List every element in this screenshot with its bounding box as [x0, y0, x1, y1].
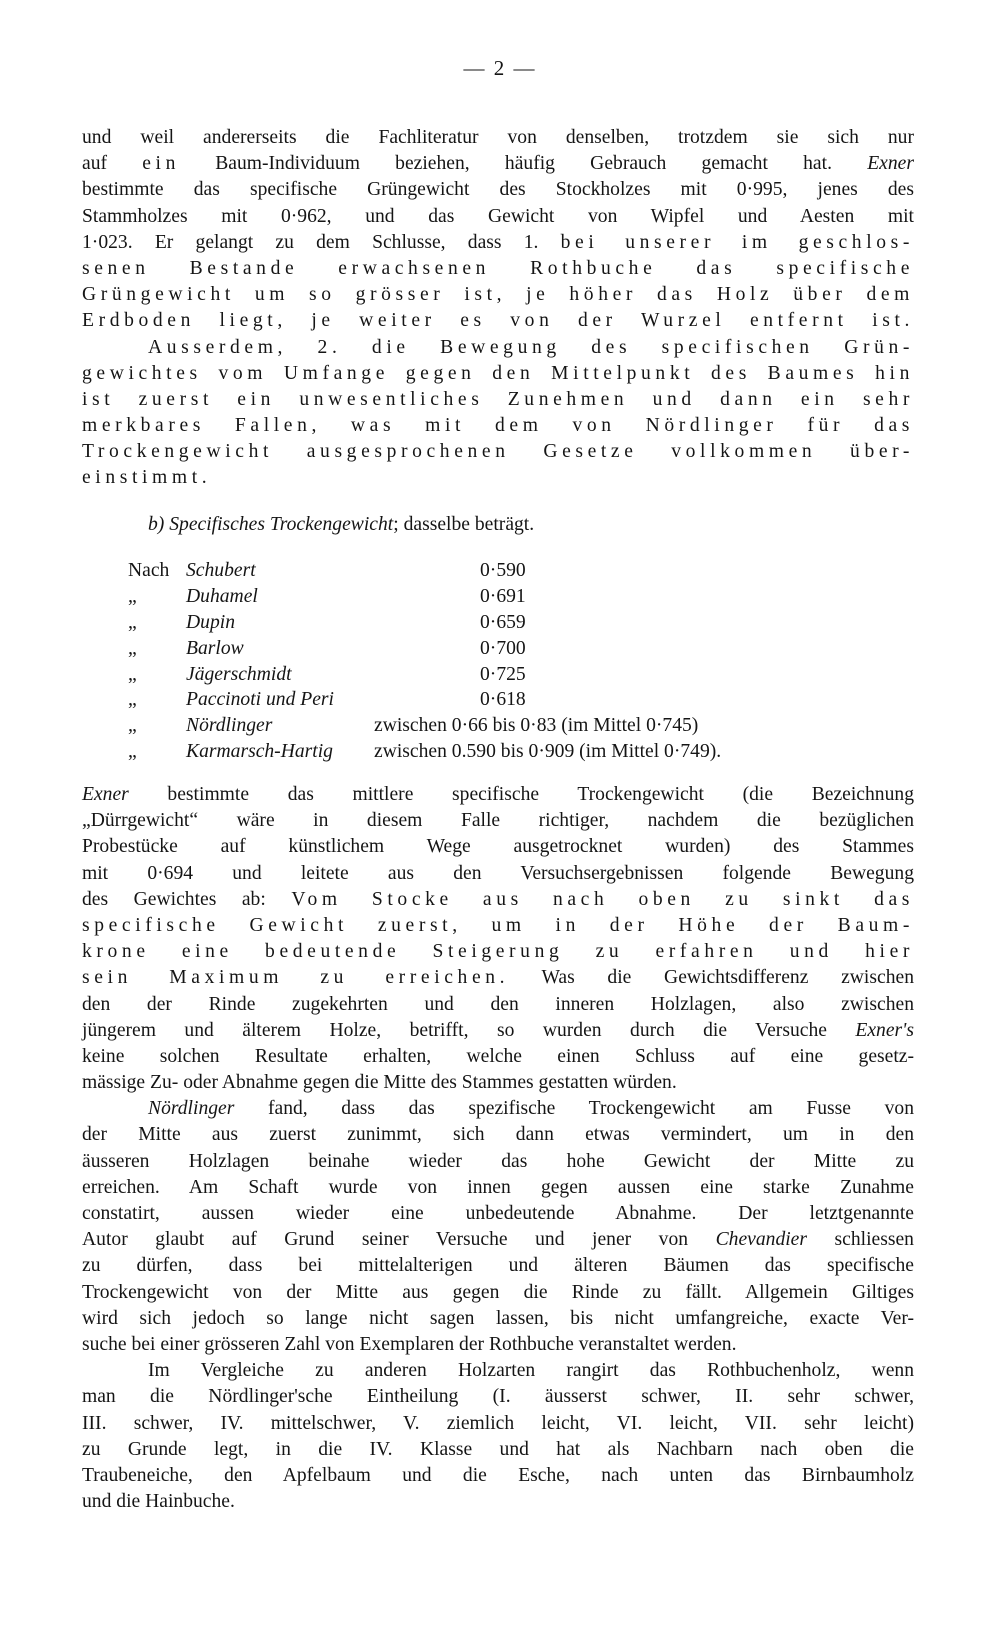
weight-row	[128, 689, 888, 715]
text-line: zu Grunde legt, in die IV. Klasse und hat als Nachbarn nach oben die	[82, 1438, 914, 1460]
text-line: der Mitte aus zuerst zunimmt, sich dann etwas vermindert, um in den	[82, 1124, 914, 1146]
text-line: Stammholzes mit 0·962, und das Gewicht von Wipfel und Aesten mit	[82, 205, 914, 227]
weight-author: Paccinoti und Peri	[186, 689, 335, 711]
weight-range: zwischen 0.590 bis 0·909 (im Mittel 0·749).	[374, 741, 722, 763]
text-line: mässige Zu- oder Abnahme gegen die Mitte des Stammes gestatten würden.	[82, 1072, 677, 1094]
weight-prefix: Nach	[128, 560, 170, 581]
weight-value: 0·590	[480, 560, 526, 581]
weight-prefix: „	[128, 585, 137, 607]
weight-prefix: „	[128, 741, 137, 763]
text-line: erreichen. Am Schaft wurde von innen gegen aussen eine starke Zunahme	[82, 1176, 914, 1198]
text-line	[82, 151, 914, 177]
text-line: Probestücke auf künstlichem Wege ausgetrocknet wurden) des Stammes	[82, 836, 914, 858]
section-letter: b)	[148, 514, 165, 535]
text-line: Erdboden liegt, je weiter es von der Wurzel entfernt ist.	[82, 310, 914, 332]
text-line: suche bei einer grösseren Zahl von Exemplaren der Rothbuche veranstaltet werden.	[82, 1333, 737, 1355]
weight-prefix: „	[128, 663, 137, 685]
text-segment: auf	[82, 153, 143, 175]
text-segment: Exner's	[855, 1019, 914, 1041]
weight-prefix: „	[128, 715, 137, 737]
text-segment: ein	[142, 153, 180, 175]
text-segment: bei unserer im geschlos-	[560, 231, 914, 253]
text-line: ist zuerst ein unwesentliches Zunehmen und dann ein sehr	[82, 388, 914, 410]
text-line	[82, 230, 914, 256]
text-line: einstimmt.	[82, 467, 212, 489]
text-segment: Baum-Individuum beziehen, häufig Gebrauch gemacht hat.	[179, 153, 868, 175]
text-line: und weil andererseits die Fachliteratur von denselben, trotzdem sie sich nur	[82, 127, 914, 148]
text-segment: des Gewichtes ab:	[82, 888, 292, 910]
weight-author: Dupin	[186, 611, 235, 633]
text-line: senen Bestande erwachsenen Rothbuche das specifische	[82, 257, 914, 279]
page-number: — 2 —	[463, 56, 537, 80]
weight-prefix: „	[128, 637, 137, 659]
text-segment: fand, dass das spezifische Trockengewicht am Fusse von	[234, 1098, 914, 1120]
section-title: Specifisches Trockengewicht	[169, 514, 394, 535]
text-line: Traubeneiche, den Apfelbaum und die Esche, nach unten das Birnbaumholz	[82, 1464, 914, 1486]
weight-range: zwischen 0·66 bis 0·83 (im Mittel 0·745)	[374, 715, 699, 737]
text-line: wird sich jedoch so lange nicht sagen lassen, bis nicht umfangreiche, exacte Ver-	[82, 1307, 914, 1329]
weight-value: 0·691	[480, 585, 526, 607]
weight-value: 0·700	[480, 637, 526, 659]
text-segment: bestimmte das mittlere specifische Trockengewicht (die Bezeichnung	[128, 784, 914, 805]
weight-prefix: „	[128, 689, 137, 711]
weight-row	[128, 638, 888, 664]
weight-author: Nördlinger	[186, 715, 273, 737]
text-segment: Exner	[82, 784, 129, 805]
weight-author: Karmarsch-Hartig	[186, 741, 333, 763]
weight-prefix: „	[128, 611, 137, 633]
text-line: constatirt, aussen wieder eine unbedeutende Abnahme. Der letztgenannte	[82, 1203, 914, 1224]
text-line: merkbares Fallen, was mit dem von Nördlinger für das	[82, 415, 914, 437]
text-segment: Chevandier	[715, 1229, 808, 1251]
section-heading-dry-weight	[148, 514, 534, 536]
text-line	[82, 887, 914, 913]
text-line	[82, 782, 914, 808]
text-segment: 1·023. Er gelangt zu dem Schlusse, dass 1.	[82, 231, 561, 253]
text-segment: Autor glaubt auf Grund seiner Versuche und jener von	[82, 1229, 716, 1251]
weight-row	[128, 586, 888, 612]
weight-value: 0·659	[480, 611, 526, 633]
text-line: Ausserdem, 2. die Bewegung des specifischen Grün-	[148, 336, 914, 358]
text-line: III. schwer, IV. mittelschwer, V. ziemlich leicht, VI. leicht, VII. sehr leicht)	[82, 1412, 914, 1434]
text-line: specifische Gewicht zuerst, um in der Höhe der Baum-	[82, 914, 914, 936]
text-line: den der Rinde zugekehrten und den inneren Holzlagen, also zwischen	[82, 993, 914, 1015]
text-line: Grüngewicht um so grösser ist, je höher das Holz über dem	[82, 284, 914, 306]
text-line	[82, 965, 914, 991]
text-segment: Exner	[867, 153, 914, 175]
weight-row	[128, 715, 888, 741]
text-segment: schliessen	[807, 1229, 914, 1251]
text-segment: Nördlinger	[148, 1098, 235, 1120]
weight-row	[128, 612, 888, 638]
weight-value: 0·618	[480, 689, 526, 711]
text-segment: jüngerem und älterem Holze, betrifft, so wurden durch die Versuche	[82, 1019, 856, 1041]
weight-row	[128, 664, 888, 690]
text-line: Trockengewicht ausgesprochenen Gesetze vollkommen über-	[82, 441, 914, 463]
text-line: Im Vergleiche zu anderen Holzarten rangirt das Rothbuchenholz, wenn	[148, 1360, 914, 1382]
text-line: gewichtes vom Umfange gegen den Mittelpunkt des Baumes hin	[82, 362, 914, 384]
weight-author: Duhamel	[186, 585, 258, 607]
weight-author: Jägerschmidt	[186, 663, 292, 685]
paragraph-dry-weight-discussion	[82, 782, 914, 1515]
text-line	[82, 1227, 914, 1253]
text-line: bestimmte das specifische Grüngewicht des Stockholzes mit 0·995, jenes des	[82, 179, 914, 201]
text-line	[82, 1018, 914, 1044]
weight-row	[128, 560, 888, 586]
text-segment: sein Maximum zu erreichen.	[82, 967, 510, 989]
text-line: mit 0·694 und leitete aus den Versuchsergebnissen folgende Bewegung	[82, 862, 914, 884]
text-line: und die Hainbuche.	[82, 1491, 235, 1513]
text-line: zu dürfen, dass bei mittelalterigen und älteren Bäumen das specifische	[82, 1255, 914, 1277]
dry-weight-list	[128, 560, 888, 767]
text-line: keine solchen Resultate erhalten, welche einen Schluss auf eine gesetz-	[82, 1045, 914, 1067]
text-line	[82, 1096, 914, 1122]
text-line: äusseren Holzlagen beinahe wieder das hohe Gewicht der Mitte zu	[82, 1150, 914, 1172]
weight-value: 0·725	[480, 663, 526, 685]
paragraph-green-weight	[82, 125, 914, 492]
text-segment: Vom Stocke aus nach oben zu sinkt das	[291, 888, 915, 910]
weight-row	[128, 741, 888, 767]
text-line: man die Nördlinger'sche Eintheilung (I. äusserst schwer, II. sehr schwer,	[82, 1386, 914, 1408]
weight-author: Schubert	[186, 560, 256, 581]
text-segment: Was die Gewichtsdifferenz zwischen	[509, 967, 914, 989]
text-line: „Dürrgewicht“ wäre in diesem Falle richtiger, nachdem die bezüglichen	[82, 810, 914, 832]
text-line: Trockengewicht von der Mitte aus gegen die Rinde zu fällt. Allgemein Giltiges	[82, 1281, 914, 1303]
text-line: krone eine bedeutende Steigerung zu erfahren und hier	[82, 941, 914, 963]
weight-author: Barlow	[186, 637, 244, 659]
section-title-rest: ; dasselbe beträgt.	[393, 514, 535, 535]
